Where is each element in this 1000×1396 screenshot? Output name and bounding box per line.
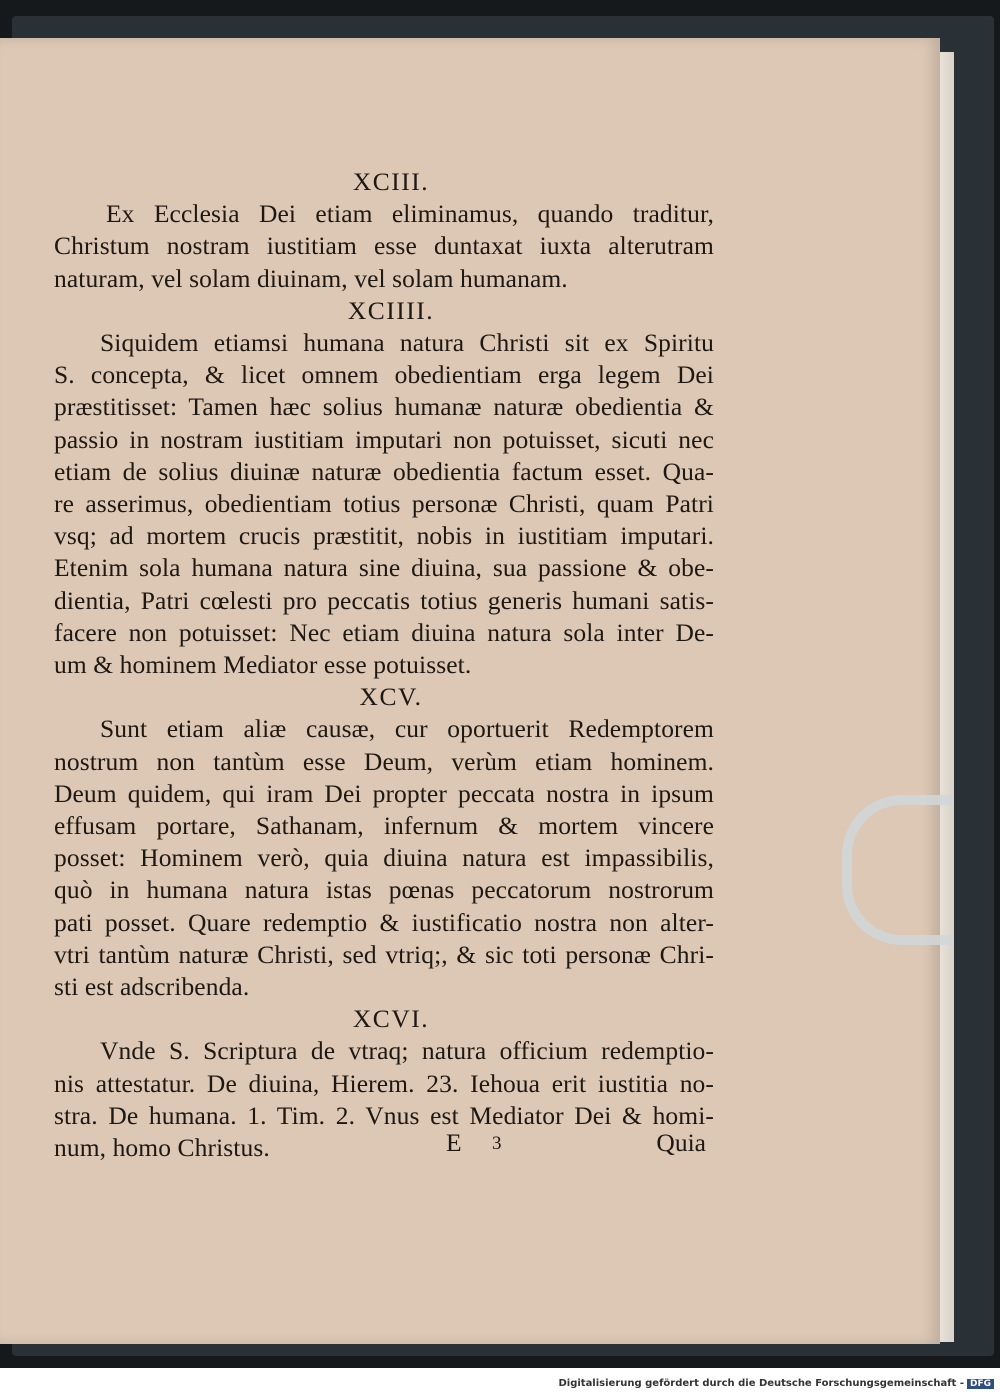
text-line: Vnde S. Scriptura de vtraq; natura officium redemptio- [100, 1036, 714, 1066]
catchword: Quia [656, 1128, 706, 1157]
signature-mark: E [446, 1128, 462, 1157]
book-page [0, 38, 940, 1344]
digitization-credit [558, 1378, 994, 1389]
text-line: Christum nostram iustitiam esse duntaxat iuxta alterutram [54, 231, 714, 261]
text-line: pati posset. Quare redemptio & iustificatio nostra non alter- [54, 907, 714, 937]
text-line: re asserimus, obedientiam totius personæ Christi, quam Patri [54, 489, 714, 519]
section-heading: XCIIII. [347, 295, 435, 325]
signature-number: 3 [492, 1133, 502, 1154]
text-line: naturam, vel solam diuinam, vel solam humanam. [54, 263, 568, 293]
text-line: passio in nostram iustitiam imputari non potuisset, sicuti nec [54, 424, 714, 454]
text-line: num, homo Christus. [54, 1133, 270, 1163]
text-line: sti est adscribenda. [54, 972, 250, 1002]
text-line: Etenim sola humana natura sine diuina, sua passione & obe- [54, 553, 714, 583]
text-line: effusam portare, Sathanam, infernum & mortem vincere [54, 811, 714, 841]
section-heading: XCV. [359, 682, 423, 712]
credit-text: Digitalisierung gefördert durch die Deutsche Forschungsgemeinschaft - [558, 1378, 964, 1389]
text-line: Sunt etiam aliæ causæ, cur oportuerit Redemptorem [100, 714, 714, 744]
text-line: um & hominem Mediator esse potuisset. [54, 650, 472, 680]
text-line: dientia, Patri cœlesti pro peccatis totius generis humani satis- [54, 585, 714, 615]
text-line: Siquidem etiamsi humana natura Christi sit ex Spiritu [100, 328, 714, 358]
dfg-logo-icon: DFG [967, 1379, 994, 1389]
page-text [54, 166, 714, 1164]
text-line: stra. De humana. 1. Tim. 2. Vnus est Mediator Dei & homi- [54, 1100, 714, 1130]
text-line: Ex Ecclesia Dei etiam eliminamus, quando traditur, [106, 199, 714, 229]
text-line: S. concepta, & licet omnem obedientiam erga legem Dei [54, 360, 714, 390]
text-line: quò in humana natura istas pœnas peccatorum nostrorum [54, 875, 714, 905]
text-line: vtri tantùm naturæ Christi, sed vtriq;, & sic toti personæ Chri- [54, 939, 714, 969]
section-heading: XCVI. [352, 1004, 430, 1034]
text-line: posset: Hominem verò, quia diuina natura est impassibilis, [54, 843, 714, 873]
text-line: facere non potuisset: Nec etiam diuina natura sola inter De- [54, 617, 714, 647]
text-line: nostrum non tantùm esse Deum, verùm etiam hominem. [54, 746, 714, 776]
text-line: vsq; ad mortem crucis præstitit, nobis in iustitiam imputari. [54, 521, 714, 551]
text-line: præstitisset: Tamen hæc solius humanæ naturæ obedientia & [54, 392, 714, 422]
text-line: nis attestatur. De diuina, Hierem. 23. Iehoua erit iustitia no- [54, 1068, 714, 1098]
section-heading: XCIII. [352, 167, 430, 196]
text-line: etiam de solius diuinæ naturæ obedientia factum esset. Qua- [54, 456, 714, 486]
text-line: Deum quidem, qui iram Dei propter peccata nostra in ipsum [54, 778, 714, 808]
page-clip [842, 795, 952, 945]
